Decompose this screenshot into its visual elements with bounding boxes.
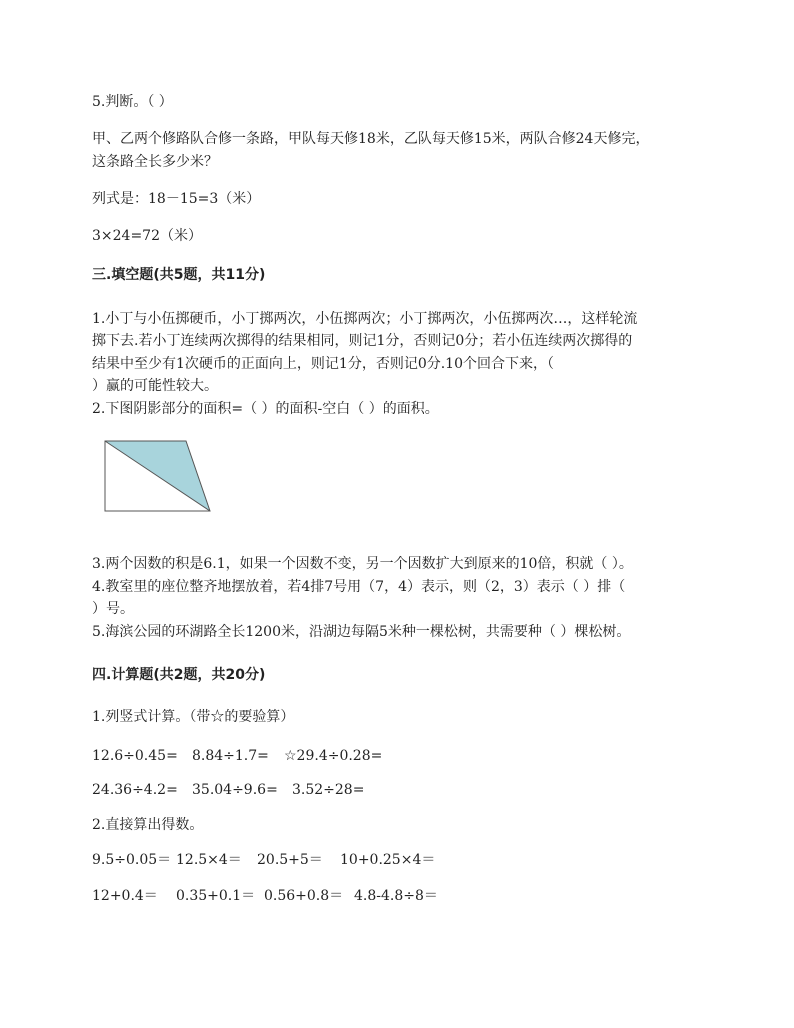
q5-formula2: 3×24=72（米） — [92, 228, 202, 244]
calc-item: 3.52÷28= — [292, 782, 365, 798]
q5-title: 5.判断。（ ） — [92, 94, 173, 110]
calc-item: 12.6÷0.45= — [92, 748, 178, 764]
calc-item: 0.35+0.1＝ — [176, 888, 256, 904]
s3-q4-line1: 4.教室里的座位整齐地摆放着，若4排7号用（7，4）表示，则（2，3）表示（ ）排（ — [92, 579, 626, 595]
shaded-area-figure — [104, 440, 214, 516]
s3-q1-line3: 结果中至少有1次硬币的正面向上，则记1分，否则记0分.10个回合下来，（ — [92, 356, 554, 372]
s3-q2: 2.下图阴影部分的面积=（ ）的面积-空白（ ）的面积。 — [92, 401, 439, 417]
s3-q3: 3.两个因数的积是6.1，如果一个因数不变，另一个因数扩大到原来的10倍，积就（ ）。 — [92, 556, 633, 572]
s4-q1-title: 1.列竖式计算。（带☆的要验算） — [92, 709, 295, 725]
s3-q4-line2: ）号。 — [92, 601, 134, 617]
section3-heading: 三.填空题(共5题，共11分) — [92, 267, 266, 283]
s3-q1-line1: 1.小丁与小伍掷硬币，小丁掷两次，小伍掷两次；小丁掷两次，小伍掷两次…，这样轮流 — [92, 311, 638, 327]
calc-item: 10+0.25×4＝ — [340, 852, 436, 868]
calc-item: 12+0.4＝ — [92, 888, 158, 904]
calc-item: 9.5÷0.05＝ — [92, 852, 172, 868]
calc-item: 20.5+5＝ — [257, 852, 323, 868]
s4-q2-title: 2.直接算出得数。 — [92, 817, 204, 833]
q5-text-line1: 甲、乙两个修路队合修一条路，甲队每天修18米，乙队每天修15米，两队合修24天修完， — [92, 131, 650, 147]
calc-item: 24.36÷4.2= — [92, 782, 178, 798]
calc-item: 8.84÷1.7= — [192, 748, 269, 764]
s3-q1-line4: ）赢的可能性较大。 — [92, 378, 218, 394]
section4-heading: 四.计算题(共2题，共20分) — [92, 667, 266, 683]
calc-item: 12.5×4＝ — [176, 852, 242, 868]
calc-item: 35.04÷9.6= — [192, 782, 278, 798]
calc-item: 0.56+0.8＝ — [264, 888, 344, 904]
q5-formula1: 列式是：18－15=3（米） — [92, 191, 261, 207]
calc-item: ☆29.4÷0.28= — [284, 748, 383, 764]
s3-q1-line2: 掷下去.若小丁连续两次掷得的结果相同，则记1分，否则记0分；若小伍连续两次掷得的 — [92, 333, 633, 349]
s3-q5: 5.海滨公园的环湖路全长1200米，沿湖边每隔5米种一棵松树，共需要种（ ）棵松树。 — [92, 624, 631, 640]
calc-item: 4.8-4.8÷8＝ — [354, 888, 438, 904]
q5-text-line2: 这条路全长多少米？ — [92, 154, 218, 170]
